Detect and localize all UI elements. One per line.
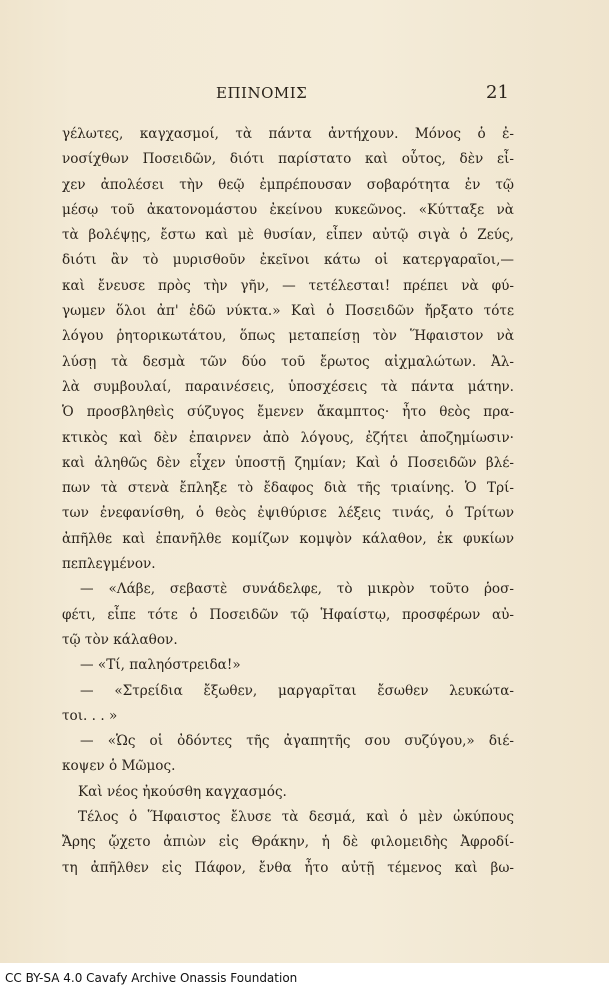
text-line: διότι ἂν τὸ μυρισθοῦν ἐκεῖνοι κάτω οἱ κατεργαραῖοι,— <box>62 252 514 269</box>
license-footer <box>0 963 609 994</box>
running-head <box>0 84 609 108</box>
text-line: φέτι, εἶπε τότε ὁ Ποσειδῶν τῷ Ἡφαίστῳ, προσφέρων αὐ- <box>62 606 514 623</box>
text-line: κοψεν ὁ Μῶμος. <box>62 758 176 775</box>
page-number: 21 <box>486 82 509 103</box>
text-line: κτικὸς καὶ δὲν ἐπαιρνεν ἀπὸ λόγους, ἐζήτει ἀποζημίωσιν· <box>62 429 514 446</box>
text-line: λύσῃ τὰ δεσμὰ τῶν δύο τοῦ ἔρωτος αἰχμαλώτων. Ἀλ- <box>62 353 514 370</box>
text-line: νοσίχθων Ποσειδῶν, διότι παρίστατο καὶ οὗτος, δὲν εἶ- <box>62 151 514 168</box>
text-line: τὰ βολέψῃς, ἔστω καὶ μὲ θυσίαν, εἶπεν αὐτῷ σιγὰ ὁ Ζεύς, <box>62 227 514 244</box>
text-line: ἀπῆλθε καὶ ἐπανῆλθε κομίζων κομψὸν κάλαθον, ἐκ φυκίων <box>62 530 514 547</box>
text-line: γέλωτες, καγχασμοί, τὰ πάντα ἀντήχουν. Μόνος ὁ ἐ- <box>62 126 514 142</box>
text-line: γωμεν ὅλοι ἀπ' ἐδῶ νύκτα.» Καὶ ὁ Ποσειδῶν ἤρξατο τότε <box>62 303 514 320</box>
text-line: — «Ὡς οἱ ὀδόντες τῆς ἀγαπητῆς σου συζύγου,» διέ- <box>80 733 514 750</box>
text-line: λὰ συμβουλαί, παραινέσεις, ὑποσχέσεις τὰ πάντα μάτην. <box>62 378 514 395</box>
text-line: χεν ἀπολέσει τὴν θεῷ ἐμπρέπουσαν σοβαρότητα ἐν τῷ <box>62 176 514 193</box>
text-line: Τέλος ὁ Ἥφαιστος ἔλυσε τὰ δεσμά, καὶ ὁ μὲν ὠκύπους <box>78 809 514 826</box>
text-line: πεπλεγμένον. <box>62 556 156 573</box>
text-line: τη ἀπῆλθεν εἰς Πάφον, ἔνθα ἦτο αὐτῇ τέμενος καὶ βω- <box>62 859 514 876</box>
text-line: πων τὰ στενὰ ἔπληξε τὸ ἔδαφος διὰ τῆς τριαίνης. Ὁ Τρί- <box>62 480 514 497</box>
page-body-text <box>62 122 514 881</box>
text-line: Ἄρης ᾤχετο ἀπιὼν εἰς Θράκην, ἡ δὲ φιλομειδὴς Ἀφροδί- <box>62 834 514 851</box>
text-line: — «Στρείδια ἔξωθεν, μαργαρῖται ἔσωθεν λευκώτα- <box>80 682 514 699</box>
text-line: μέσῳ τοῦ ἀκατονομάστου ἐκείνου κυκεῶνος. «Κύτταξε νὰ <box>62 201 514 218</box>
text-line: τῷ τὸν κάλαθον. <box>62 631 178 648</box>
running-head-title: ΕΠΙΝΟΜΙΣ <box>216 84 308 102</box>
text-line: καὶ ἔνευσε πρὸς τὴν γῆν, — τετέλεσται! πρέπει νὰ φύ- <box>62 277 514 294</box>
license-credit: CC BY-SA 4.0 Cavafy Archive Onassis Foundation <box>5 971 298 985</box>
text-line: — «Λάβε, σεβαστὲ συνάδελφε, τὸ μικρὸν τοῦτο ῥοσ- <box>80 581 514 598</box>
text-line: των ἐνεφανίσθη, ὁ θεὸς ἐψιθύρισε λέξεις τινάς, ὁ Τρίτων <box>62 505 514 522</box>
text-line: καὶ ἀληθῶς δὲν εἶχεν ὑποστῇ ζημίαν; Καὶ ὁ Ποσειδῶν βλέ- <box>62 454 514 471</box>
text-line: τοι. . . » <box>62 707 118 724</box>
text-line: λόγου ῥητορικωτάτου, ὅπως μεταπείσῃ τὸν Ἥφαιστον νὰ <box>62 328 514 345</box>
text-line: Καὶ νέος ἠκούσθη καγχασμός. <box>78 783 287 800</box>
text-line: — «Τί, παληόστρειδα!» <box>80 657 241 674</box>
text-line: Ὁ προσβληθεὶς σύζυγος ἔμενεν ἄκαμπτος· ἦτο θεὸς πρα- <box>62 404 514 421</box>
